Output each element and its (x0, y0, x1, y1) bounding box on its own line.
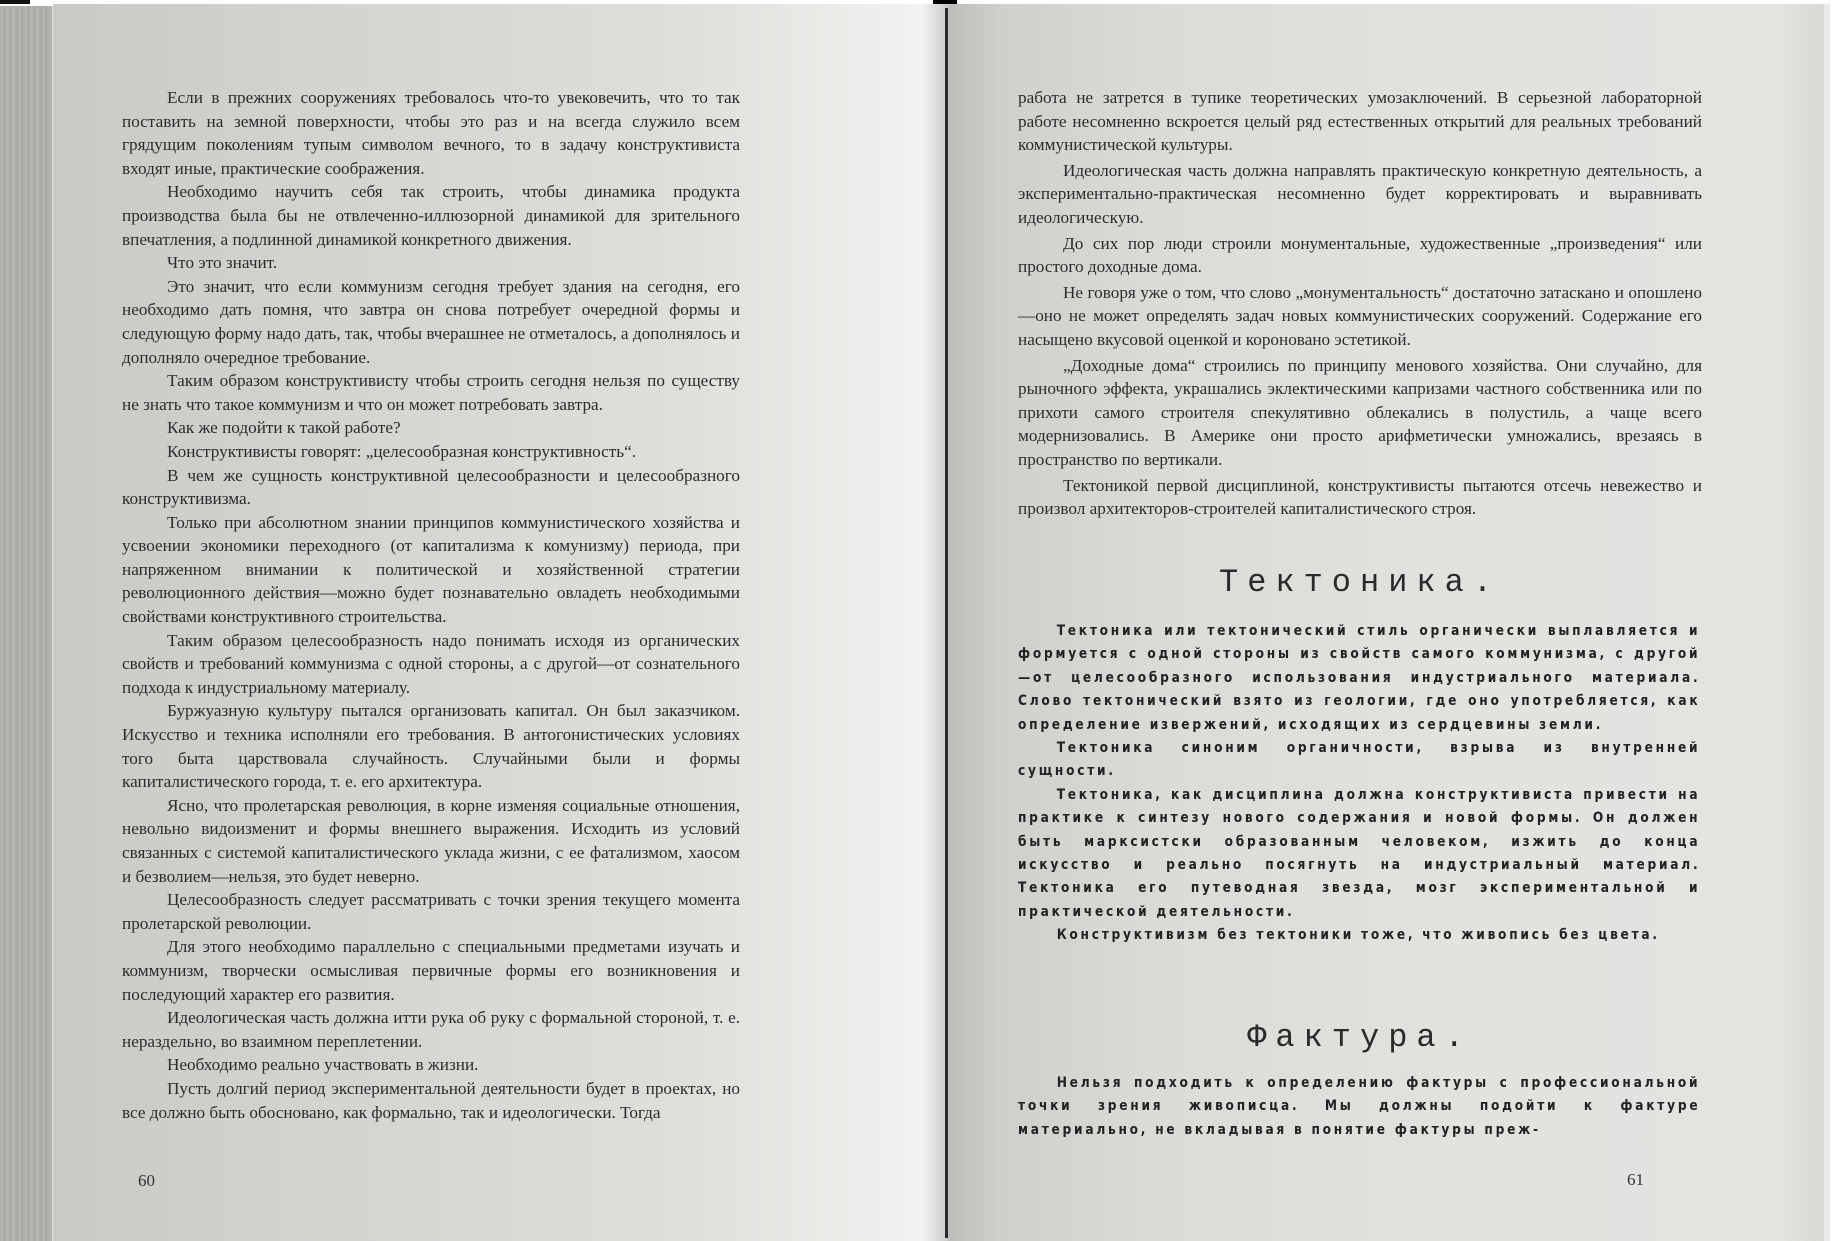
paragraph: Таким образом целесообразность надо понимать исходя из органических свойств и требований коммунизма с одной стороны, а с другой—от сознательного подхода к индустриальному материалу. (122, 630, 740, 697)
paragraph: Пусть долгий период экспериментальной деятельности будет в проектах, но все должно быть обосновано, как формально, так и идеологически. Тогда (122, 1078, 740, 1122)
paragraph: Что это значит. (167, 253, 278, 273)
paragraph: Конструктивизм без тектоники тоже, что живопись без цвета. (1056, 927, 1660, 944)
paragraph: Идеологическая часть должна направлять практическую конкретную деятельность, а экспериментально-практическая несомненно будет корректировать и выравнивать идеологическую. (1018, 160, 1702, 227)
paragraph: Конструктивисты говорят: „целесообразная конструктивность“. (167, 441, 637, 461)
paragraph: Это значит, что если коммунизм сегодня требует здания на сегодня, его необходимо дать помня, что завтра он снова потребует очередной формы и следующую форму надо дать, так, чтобы вчерашнее не отметалось, а дополнялось и дополняло очередное требование. (122, 276, 741, 367)
section-heading-faktura: Фактура. (1247, 1019, 1473, 1056)
paragraph: Необходимо научить себя так строить, чтобы динамика продукта производства была бы не отвлеченно-иллюзорной динамикой для зрительного впечатления, а подлинной динамикой конкретного движения. (122, 182, 740, 249)
paragraph: Ясно, что пролетарская революция, в корне изменяя социальные отношения, невольно видоизменит и формы внешнего выражения. Исходить из условий связанных с системой капиталистического уклада жизни, с ее фатализмом, хаосом и безволием—нельзя, это будет неверно. (122, 795, 740, 886)
paragraph: В чем же сущность конструктивной целесообразности и целесообразного конструктивизма. (122, 465, 740, 509)
paragraph: Тектоника или тектонический стиль органически выплавляется и формуется с одной стороны из свойств самого коммунизма, с другой—от целесообразного использования индустриального материала. Слово тектонический взято из геологии, где оно употребляется, как определение извержений, исходящих из сердцевины земли. (1018, 623, 1701, 733)
left-page-body (122, 86, 740, 1124)
left-page (53, 4, 949, 1241)
paragraph: Таким образом конструктивисту чтобы строить сегодня нельзя по существу не знать что такое коммунизм и что он может потребовать завтра. (122, 371, 740, 414)
paragraph: Необходимо реально участвовать в жизни. (167, 1055, 479, 1075)
paragraph: Нельзя подходить к определению фактуры с профессиональной точки зрения живописца. Мы должны подойти к фактуре материально, не вкладывая в понятие фактуры преж- (1018, 1075, 1701, 1138)
paragraph: Тектоника синоним органичности, взрыва из внутренней сущности. (1018, 740, 1701, 780)
paragraph: Идеологическая часть должна итти рука об руку с формальной стороной, т. е. нераздельно, во взаимном переплетении. (122, 1008, 740, 1051)
right-page (948, 4, 1830, 1241)
paragraph: Тектоника, как дисциплина должна конструктивиста привести на практике к синтезу нового содержания и новой формы. Он должен быть марксистски образованным человеком, изжить до конца искусство и реально посягнуть на индустриальный материал. Тектоника его путеводная звезда, мозг экспериментальной и практической деятельности. (1018, 786, 1701, 920)
right-page-body (1018, 86, 1702, 523)
paragraph: Не говоря уже о том, что слово „монументальность“ достаточно затаскано и опошлено—оно не может определять задач новых коммунистических сооружений. Содержание его насыщено вкусовой оценкой и короновано эстетикой. (1018, 282, 1702, 349)
paragraph: Для этого необходимо параллельно с специальными предметами изучать и коммунизм, творчески осмысливая первичные формы его возникновения и последующий характер его развития. (122, 937, 740, 1004)
paragraph: Тектоникой первой дисциплиной, конструктивисты пытаются отсечь невежество и произвол архитекторов-строителей капиталистического строя. (1018, 475, 1702, 519)
paragraph: Целесообразность следует рассматривать с точки зрения текущего момента пролетарской революции. (122, 890, 740, 933)
paragraph: Только при абсолютном знании принципов коммунистического хозяйства и усвоении экономики переходного (от капитализма к комунизму) периода, при напряженном внимании к политической и хозяйственной стратегии революционного действия—можно будет познавательно овладеть необходимыми свойствами конструктивного строительства. (122, 512, 740, 627)
paragraph: Буржуазную культуру пытался организовать капитал. Он был заказчиком. Искусство и техника исполняли его требования. В антогонистических условиях того быта царствовала случайность. Случайными были и формы капиталистического города, т. е. его архитектура. (122, 701, 740, 792)
page-stack-edge (0, 6, 53, 1241)
paragraph: До сих пор люди строили монументальные, художественные „произведения“ или простого доходные дома. (1018, 233, 1702, 277)
section-heading-tectonics: Тектоника. (1218, 564, 1502, 601)
paragraph: Если в прежних сооружениях требовалось что-то увековечить, что то так поставить на земной поверхности, чтобы это раз и на всегда служило всем грядущим поколениям тупым символом вечного, то в задачу конструктивиста входят иные, практические соображения. (122, 88, 740, 178)
page-number-left: 60 (138, 1171, 155, 1190)
faktura-body (1018, 1072, 1702, 1142)
paragraph: Как же подойти к такой работе? (167, 418, 401, 438)
paragraph: „Доходные дома“ строились по принципу менового хозяйства. Они случайно, для рыночного эффекта, украшались эклектическими капризами частного собственника или по прихоти самого строителя спекулятивно облекались в полустиль, а чаще всего модернизовались. В Америке они просто арифметически умножались, врезаясь в пространство по вертикали. (1018, 355, 1702, 469)
tectonics-body (1018, 620, 1702, 948)
background-edge (0, 0, 30, 4)
paragraph: работа не затрется в тупике теоретических умозаключений. В серьезной лабораторной работе несомненно вскроется целый ряд естественных открытий для реальных требований коммунистической культуры. (1018, 88, 1702, 155)
page-number-right: 61 (1627, 1170, 1644, 1189)
